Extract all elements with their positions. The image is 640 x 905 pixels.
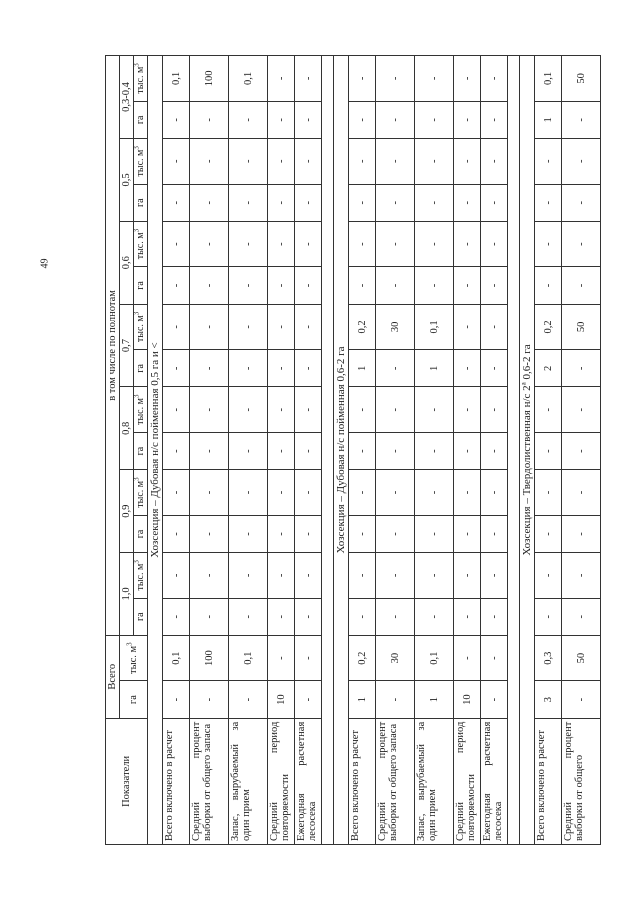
table-cell: -: [415, 56, 454, 102]
table-cell: -: [376, 387, 415, 433]
table-cell: -: [535, 433, 562, 470]
table-cell: -: [295, 635, 322, 681]
table-cell: -: [295, 56, 322, 102]
table-row: [535, 56, 562, 845]
table-cell: -: [268, 304, 295, 350]
row-label: Всего включено в расчет: [535, 718, 562, 844]
table-cell: -: [376, 598, 415, 635]
table-cell: -: [229, 304, 268, 350]
table-cell: -: [562, 387, 601, 433]
table-cell: -: [454, 635, 481, 681]
table-cell: -: [535, 184, 562, 221]
table-cell: 1: [535, 101, 562, 138]
table-cell: -: [454, 184, 481, 221]
header-unit-ha: га: [134, 515, 148, 552]
table-cell: 0,1: [415, 304, 454, 350]
table-cell: -: [481, 101, 508, 138]
table-cell: -: [376, 139, 415, 185]
row-label: Запас, вырубаемый за один прием: [229, 718, 268, 844]
table-cell: -: [415, 387, 454, 433]
table-cell: -: [268, 470, 295, 516]
table-cell: -: [349, 387, 376, 433]
header-unit-ha: га: [134, 101, 148, 138]
row-label: Всего включено в расчет: [163, 718, 190, 844]
table-cell: -: [454, 433, 481, 470]
table-cell: 1: [349, 681, 376, 718]
table-cell: -: [535, 470, 562, 516]
table-cell: -: [229, 433, 268, 470]
table-cell: -: [268, 56, 295, 102]
table-cell: -: [376, 433, 415, 470]
table-cell: -: [376, 681, 415, 718]
table-cell: -: [295, 184, 322, 221]
table-cell: -: [562, 470, 601, 516]
table-cell: -: [562, 184, 601, 221]
table-cell: 30: [376, 304, 415, 350]
table-cell: -: [295, 267, 322, 304]
table-cell: -: [229, 101, 268, 138]
table-cell: -: [268, 515, 295, 552]
page-number: 49: [39, 258, 51, 269]
table-cell: -: [229, 553, 268, 599]
table-cell: -: [268, 553, 295, 599]
table-cell: -: [268, 139, 295, 185]
table-cell: -: [163, 553, 190, 599]
header-unit-ha: га: [134, 267, 148, 304]
table-cell: -: [349, 139, 376, 185]
table-cell: -: [415, 553, 454, 599]
table-cell: -: [454, 598, 481, 635]
table-cell: -: [562, 681, 601, 718]
table-row: [163, 56, 190, 845]
table-cell: 100: [190, 635, 229, 681]
table-cell: -: [535, 139, 562, 185]
table-row: [454, 56, 481, 845]
table-cell: -: [190, 387, 229, 433]
table-cell: 50: [562, 304, 601, 350]
header-unit-ha: га: [134, 433, 148, 470]
table-cell: -: [190, 598, 229, 635]
table-cell: 0,1: [229, 635, 268, 681]
table-cell: -: [562, 553, 601, 599]
table-cell: -: [454, 515, 481, 552]
table-cell: -: [295, 387, 322, 433]
table-cell: -: [481, 139, 508, 185]
table-cell: -: [268, 101, 295, 138]
table-cell: -: [295, 553, 322, 599]
table-cell: -: [349, 184, 376, 221]
table-cell: -: [481, 635, 508, 681]
header-density-0-6: 0,6: [120, 221, 134, 304]
table-cell: -: [481, 433, 508, 470]
table-cell: -: [190, 221, 229, 267]
table-row: [268, 56, 295, 845]
table-cell: -: [535, 598, 562, 635]
table-cell: -: [229, 350, 268, 387]
table-cell: -: [562, 267, 601, 304]
table-cell: 0,1: [163, 635, 190, 681]
table-cell: -: [481, 515, 508, 552]
header-unit-thousand-m3: тыс. $м^3$: [134, 139, 148, 185]
header-total-m3: тыс. $м^3$: [120, 635, 148, 681]
section-gap: [322, 56, 334, 845]
table-cell: -: [295, 101, 322, 138]
table-cell: -: [268, 184, 295, 221]
table-cell: 3: [535, 681, 562, 718]
table-cell: -: [190, 267, 229, 304]
table-cell: -: [268, 267, 295, 304]
table-cell: -: [349, 553, 376, 599]
row-label: Ежегодная расчетная лесосека: [295, 718, 322, 844]
header-total-ha: га: [120, 681, 148, 718]
table-cell: 0,1: [415, 635, 454, 681]
table-cell: -: [295, 139, 322, 185]
table-cell: -: [163, 267, 190, 304]
table-cell: -: [535, 515, 562, 552]
table-cell: -: [163, 350, 190, 387]
table-cell: -: [376, 56, 415, 102]
table-cell: -: [376, 267, 415, 304]
table-cell: -: [295, 350, 322, 387]
table-cell: -: [481, 470, 508, 516]
table-cell: -: [376, 221, 415, 267]
table-cell: -: [349, 515, 376, 552]
table-cell: -: [454, 221, 481, 267]
table-cell: -: [268, 350, 295, 387]
table-cell: -: [481, 267, 508, 304]
table-cell: -: [454, 553, 481, 599]
table-cell: -: [163, 598, 190, 635]
header-total: Всего: [106, 635, 120, 718]
table-cell: -: [229, 267, 268, 304]
table-cell: -: [268, 598, 295, 635]
table-cell: 10: [268, 681, 295, 718]
table-cell: -: [376, 553, 415, 599]
header-density-0-9: 0,9: [120, 470, 134, 553]
table-cell: -: [481, 56, 508, 102]
row-label: Средний процент выборки от общего: [562, 718, 601, 844]
table-cell: -: [349, 221, 376, 267]
header-density-1-0: 1,0: [120, 553, 134, 636]
table-cell: -: [535, 221, 562, 267]
table-cell: -: [562, 598, 601, 635]
table-cell: 30: [376, 635, 415, 681]
table-cell: -: [454, 350, 481, 387]
table-cell: -: [163, 470, 190, 516]
table-cell: -: [481, 221, 508, 267]
table-cell: -: [295, 681, 322, 718]
table-cell: -: [415, 515, 454, 552]
table-cell: -: [190, 350, 229, 387]
table-cell: -: [454, 470, 481, 516]
table-cell: 0,1: [535, 56, 562, 102]
table-cell: -: [415, 221, 454, 267]
table-cell: -: [268, 387, 295, 433]
table-cell: -: [295, 304, 322, 350]
table-cell: -: [190, 101, 229, 138]
table-cell: -: [481, 553, 508, 599]
table-cell: -: [415, 470, 454, 516]
table-cell: 10: [454, 681, 481, 718]
table-cell: -: [535, 553, 562, 599]
table-cell: 50: [562, 56, 601, 102]
header-density-0-5: 0,5: [120, 139, 134, 222]
table-cell: -: [190, 681, 229, 718]
table-cell: 1: [415, 350, 454, 387]
table-cell: 0,1: [163, 56, 190, 102]
table-row: [562, 56, 601, 845]
table-cell: -: [190, 433, 229, 470]
table-cell: -: [229, 184, 268, 221]
table-cell: -: [562, 101, 601, 138]
header-density-0-7: 0,7: [120, 304, 134, 387]
section-title: Хозсекция – Твердолиственная н/с $2^а$ 0,6-2 га: [520, 56, 535, 845]
table-row: [229, 56, 268, 845]
table-cell: 50: [562, 635, 601, 681]
table-cell: 0,2: [349, 635, 376, 681]
table-cell: -: [376, 350, 415, 387]
table-cell: 0,2: [535, 304, 562, 350]
header-unit-ha: га: [134, 598, 148, 635]
table-cell: -: [481, 184, 508, 221]
table-cell: -: [229, 387, 268, 433]
table-cell: -: [163, 681, 190, 718]
table-cell: -: [481, 387, 508, 433]
table-cell: -: [415, 184, 454, 221]
table-cell: -: [268, 433, 295, 470]
table-cell: -: [163, 184, 190, 221]
header-by-density: в том числе по полнотам: [106, 56, 120, 636]
table-cell: 0,1: [229, 56, 268, 102]
table-cell: -: [163, 387, 190, 433]
section-title: Хозсекция – Дубовая н/с пойменная 0,6-2 га: [334, 56, 349, 845]
table-cell: -: [163, 101, 190, 138]
header-density-0-8: 0,8: [120, 387, 134, 470]
header-unit-ha: га: [134, 184, 148, 221]
table-cell: -: [415, 139, 454, 185]
section-gap: [508, 56, 520, 845]
header-density-0-3-0-4: 0,3-0,4: [120, 56, 134, 139]
table-cell: -: [454, 139, 481, 185]
table-cell: -: [268, 221, 295, 267]
table-cell: -: [295, 515, 322, 552]
table-cell: -: [163, 515, 190, 552]
table-cell: -: [349, 433, 376, 470]
table-cell: -: [190, 470, 229, 516]
table-cell: -: [229, 470, 268, 516]
table-cell: -: [295, 433, 322, 470]
table-cell: -: [481, 304, 508, 350]
header-unit-thousand-m3: тыс. $м^3$: [134, 304, 148, 350]
table-cell: -: [376, 101, 415, 138]
table-cell: -: [376, 515, 415, 552]
table-cell: -: [163, 433, 190, 470]
table-cell: 0,3: [535, 635, 562, 681]
table-cell: -: [454, 56, 481, 102]
header-unit-thousand-m3: тыс. $м^3$: [134, 470, 148, 516]
table-cell: 100: [190, 56, 229, 102]
table-cell: -: [454, 101, 481, 138]
allowable-cut-table: [105, 55, 601, 845]
table-cell: -: [229, 681, 268, 718]
table-cell: 1: [349, 350, 376, 387]
table-cell: -: [454, 387, 481, 433]
row-label: Всего включено в расчет: [349, 718, 376, 844]
table-cell: -: [562, 515, 601, 552]
table-cell: -: [163, 139, 190, 185]
rotated-table-container: [105, 55, 635, 845]
table-cell: -: [190, 184, 229, 221]
table-row: [190, 56, 229, 845]
table-row: [481, 56, 508, 845]
row-label: Средний процент выборки от общего запаса: [376, 718, 415, 844]
header-unit-thousand-m3: тыс. $м^3$: [134, 56, 148, 102]
table-cell: -: [415, 267, 454, 304]
table-cell: -: [562, 350, 601, 387]
header-indicators: Показатели: [106, 718, 148, 844]
section-title: Хозсекция – Дубовая н/с пойменная 0,5 га и <: [148, 56, 163, 845]
table-cell: -: [562, 139, 601, 185]
table-cell: 2: [535, 350, 562, 387]
table-cell: -: [454, 267, 481, 304]
table-cell: -: [415, 433, 454, 470]
table-cell: 0,2: [349, 304, 376, 350]
row-label: Запас, вырубаемый за один прием: [415, 718, 454, 844]
table-cell: -: [190, 553, 229, 599]
table-cell: -: [349, 470, 376, 516]
table-row: [295, 56, 322, 845]
table-cell: 1: [415, 681, 454, 718]
table-cell: -: [229, 139, 268, 185]
table-cell: -: [229, 221, 268, 267]
table-row: [376, 56, 415, 845]
row-label: Средний период повторяемости: [454, 718, 481, 844]
table-row: [415, 56, 454, 845]
table-cell: -: [295, 470, 322, 516]
header-unit-thousand-m3: тыс. $м^3$: [134, 221, 148, 267]
table-row: [349, 56, 376, 845]
table-cell: -: [535, 267, 562, 304]
table-cell: -: [163, 304, 190, 350]
table-cell: -: [295, 598, 322, 635]
table-cell: -: [454, 304, 481, 350]
table-cell: -: [229, 598, 268, 635]
row-label: Средний процент выборки от общего запаса: [190, 718, 229, 844]
table-cell: -: [562, 221, 601, 267]
table-cell: -: [376, 470, 415, 516]
table-cell: -: [190, 304, 229, 350]
table-cell: -: [229, 515, 268, 552]
table-cell: -: [415, 598, 454, 635]
header-unit-thousand-m3: тыс. $м^3$: [134, 553, 148, 599]
table-cell: -: [295, 221, 322, 267]
table-cell: -: [190, 515, 229, 552]
row-label: Средний период повторяемости: [268, 718, 295, 844]
table-cell: -: [349, 56, 376, 102]
table-cell: -: [349, 598, 376, 635]
table-cell: -: [535, 387, 562, 433]
table-cell: -: [415, 101, 454, 138]
table-cell: -: [190, 139, 229, 185]
table-cell: -: [349, 267, 376, 304]
header-unit-ha: га: [134, 350, 148, 387]
table-cell: -: [481, 681, 508, 718]
table-cell: -: [376, 184, 415, 221]
table-cell: -: [163, 221, 190, 267]
table-cell: -: [481, 598, 508, 635]
table-cell: -: [562, 433, 601, 470]
table-cell: -: [349, 101, 376, 138]
row-label: Ежегодная расчетная лесосека: [481, 718, 508, 844]
table-cell: -: [481, 350, 508, 387]
header-unit-thousand-m3: тыс. $м^3$: [134, 387, 148, 433]
table-cell: -: [268, 635, 295, 681]
